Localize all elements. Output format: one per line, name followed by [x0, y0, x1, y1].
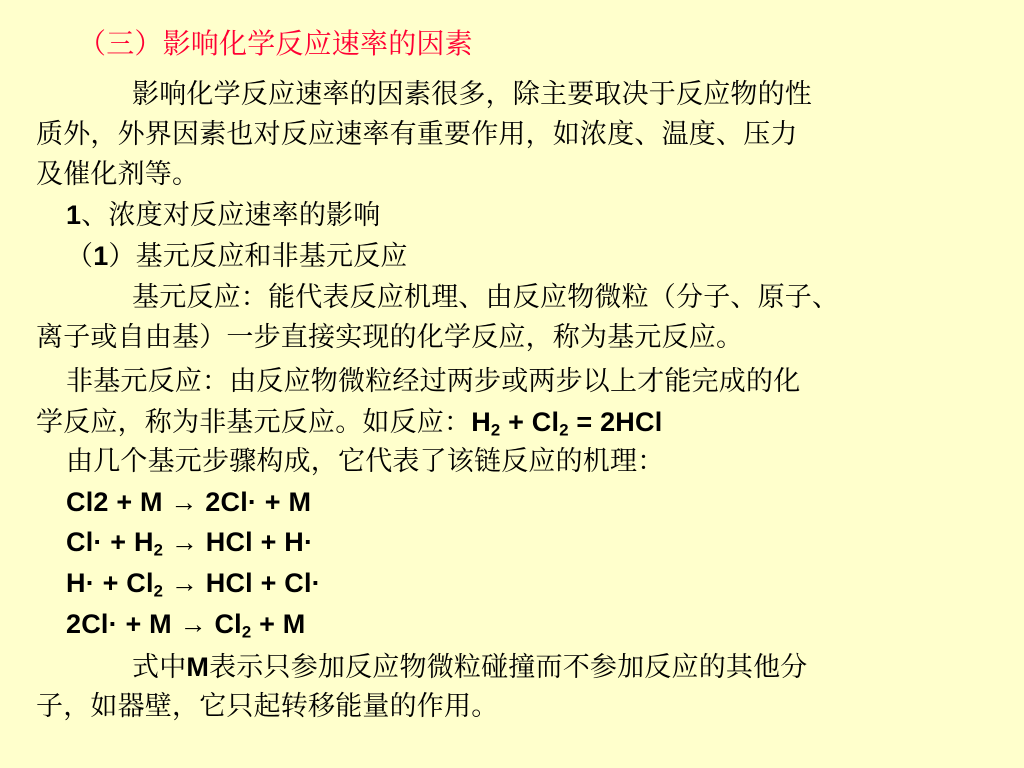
slide-heading: （三）影响化学反应速率的因素: [78, 27, 473, 60]
reaction-h: H: [471, 407, 491, 437]
step-4-right: + M: [251, 609, 306, 639]
step-4-left: 2Cl· + M → Cl: [66, 609, 242, 639]
nonelementary-definition-line-2: [36, 402, 662, 443]
step-4-subscript: 2: [241, 622, 252, 642]
subsection-title: ）基元反应和非基元反应: [108, 241, 408, 272]
section-title: 、浓度对反应速率的影响: [81, 200, 381, 231]
footnote-text: 表示只参加反应物微粒碰撞而不参加反应的其他分: [209, 652, 808, 683]
reaction-cl-subscript: 2: [559, 420, 569, 440]
subsection-open-paren: （: [66, 241, 94, 272]
footnote-symbol-m: M: [186, 652, 210, 682]
overall-reaction: [471, 407, 663, 440]
elementary-definition-line-2: 离子或自由基）一步直接实现的化学反应，称为基元反应。: [36, 322, 744, 353]
step-3-subscript: 2: [153, 581, 164, 601]
subsection-number: 1: [93, 241, 109, 271]
intro-line-2: 质外，外界因素也对反应速率有重要作用，如浓度、温度、压力: [36, 119, 798, 150]
mechanism-step-1: Cl2 + M → 2Cl· + M: [66, 487, 312, 517]
mechanism-intro: 由几个基元步骤构成，它代表了该链反应的机理：: [66, 446, 665, 477]
reaction-product: = 2HCl: [568, 407, 663, 437]
elementary-definition-line-1: 基元反应：能代表反应机理、由反应物微粒（分子、原子、: [132, 282, 840, 313]
intro-line-1: 影响化学反应速率的因素很多，除主要取决于反应物的性: [132, 79, 812, 110]
footnote-line-1: [132, 647, 808, 688]
section-heading-1: [66, 195, 380, 236]
intro-line-3: 及催化剂等。: [36, 159, 200, 190]
step-2-subscript: 2: [153, 540, 164, 560]
reaction-h-subscript: 2: [490, 420, 501, 440]
step-3-right: → HCl + Cl·: [163, 568, 321, 598]
footnote-line-2: 子，如器壁，它只起转移能量的作用。: [36, 691, 499, 722]
nonelementary-definition-text: 学反应，称为非基元反应。如反应：: [36, 407, 472, 438]
step-3-left: H· + Cl: [66, 568, 154, 598]
mechanism-step-4: [66, 604, 305, 644]
subsection-heading-1: [66, 236, 408, 277]
step-2-left: Cl· + H: [66, 527, 154, 557]
mechanism-step-2: [66, 522, 313, 562]
reaction-cl: + Cl: [500, 407, 560, 437]
section-number: 1: [66, 200, 82, 230]
step-2-right: → HCl + H·: [163, 527, 314, 557]
mechanism-step-3: [66, 563, 321, 603]
footnote-prefix: 式中: [132, 652, 187, 683]
nonelementary-definition-line-1: 非基元反应：由反应物微粒经过两步或两步以上才能完成的化: [66, 366, 801, 397]
